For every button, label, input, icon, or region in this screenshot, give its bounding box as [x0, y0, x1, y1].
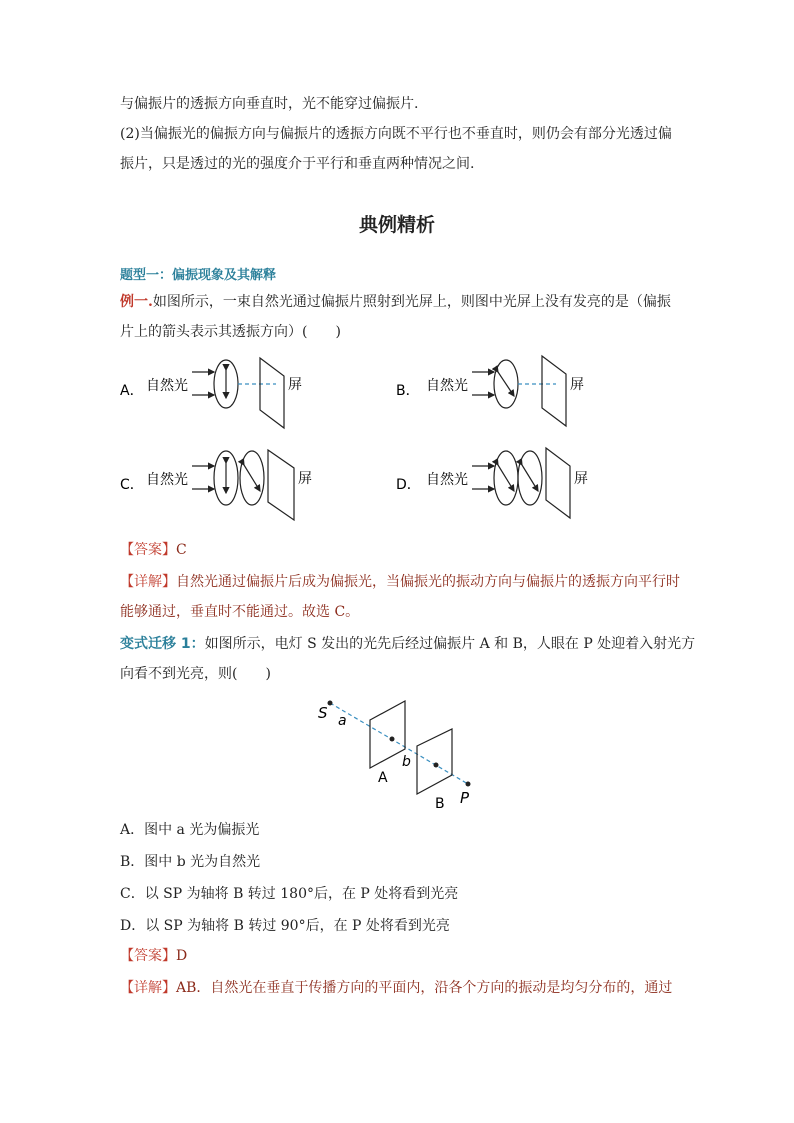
example1-answer	[120, 540, 187, 560]
detail-tag: 【详解】	[120, 574, 176, 590]
option-a-label: A．	[120, 383, 144, 399]
label-b-light: b	[402, 754, 411, 770]
variant1-figure	[318, 701, 471, 813]
variant1-option-d: D．以 SP 为轴将 B 转过 90°后，在 P 处将看到光亮	[120, 918, 450, 934]
option-d-light: 自然光	[426, 472, 468, 488]
option-b-label: B．	[396, 383, 420, 399]
example1-label: 例一.	[120, 294, 153, 310]
example1-text-1: 如图所示，一束自然光通过偏振片照射到光屏上，则图中光屏上没有发亮的是（偏振	[152, 294, 671, 310]
label-s: S	[318, 704, 328, 722]
variant1-answer-tag: 【答案】	[120, 948, 176, 964]
example1-detail-2: 能够通过，垂直时不能通过。故选 C。	[120, 604, 360, 620]
example1-text-2: 片上的箭头表示其透振方向）( )	[120, 324, 341, 340]
option-c-light: 自然光	[146, 472, 188, 488]
variant1-option-c: C．以 SP 为轴将 B 转过 180°后，在 P 处将看到光亮	[120, 886, 459, 902]
variant1-answer	[120, 946, 187, 966]
type1-heading: 题型一：偏振现象及其解释	[120, 268, 277, 283]
intro-line-2: (2)当偏振光的偏振方向与偏振片的透振方向既不平行也不垂直时，则仍会有部分光透过偏	[120, 126, 672, 142]
polarizer-B	[417, 729, 452, 794]
screen-a	[260, 358, 284, 428]
variant1-detail-tag: 【详解】	[120, 980, 176, 996]
variant1-answer-value: D	[176, 948, 188, 964]
option-c-figure	[120, 450, 312, 520]
answer-tag: 【答案】	[120, 542, 176, 558]
label-a-light: a	[338, 713, 347, 729]
screen-d	[546, 448, 570, 518]
option-b-screen: 屏	[570, 377, 584, 393]
variant1-label: 变式迁移 1：	[120, 636, 205, 652]
option-a-screen: 屏	[288, 377, 302, 393]
variant1-text-2: 向看不到光亮，则( )	[120, 666, 271, 682]
option-a-figure	[120, 358, 302, 428]
option-c-label: C．	[120, 477, 144, 493]
variant1-detail-text: AB．自然光在垂直于传播方向的平面内，沿各个方向的振动是均匀分布的，通过	[176, 980, 673, 996]
screen-c	[268, 450, 294, 520]
option-c-screen: 屏	[298, 471, 312, 487]
option-b-light: 自然光	[426, 378, 468, 394]
option-b-figure	[396, 356, 584, 426]
option-d-label: D．	[396, 477, 421, 493]
label-B: B	[435, 796, 445, 812]
option-d-screen: 屏	[574, 471, 588, 487]
variant1-detail-1	[120, 978, 672, 998]
polarizer-A	[370, 701, 405, 768]
section-title: 典例精析	[358, 214, 435, 236]
label-A: A	[378, 770, 388, 786]
intro-line-3: 振片，只是透过的光的强度介于平行和垂直两种情况之间.	[120, 156, 475, 172]
detail-text-1: 自然光通过偏振片后成为偏振光，当偏振光的振动方向与偏振片的透振方向平行时	[176, 574, 680, 590]
answer-value: C	[176, 542, 187, 558]
variant1-option-b: B．图中 b 光为自然光	[120, 854, 261, 870]
variant1-line-1	[120, 634, 695, 654]
variant1-text-1: 如图所示，电灯 S 发出的光先后经过偏振片 A 和 B，人眼在 P 处迎着入射光方	[204, 636, 696, 652]
intro-line-1: 与偏振片的透振方向垂直时，光不能穿过偏振片.	[120, 96, 419, 112]
variant1-option-a: A．图中 a 光为偏振光	[120, 822, 260, 838]
label-p: P	[460, 789, 470, 807]
screen-b	[542, 356, 566, 426]
option-a-light: 自然光	[146, 378, 188, 394]
example1-detail-1	[120, 572, 680, 592]
option-d-figure	[396, 448, 588, 518]
